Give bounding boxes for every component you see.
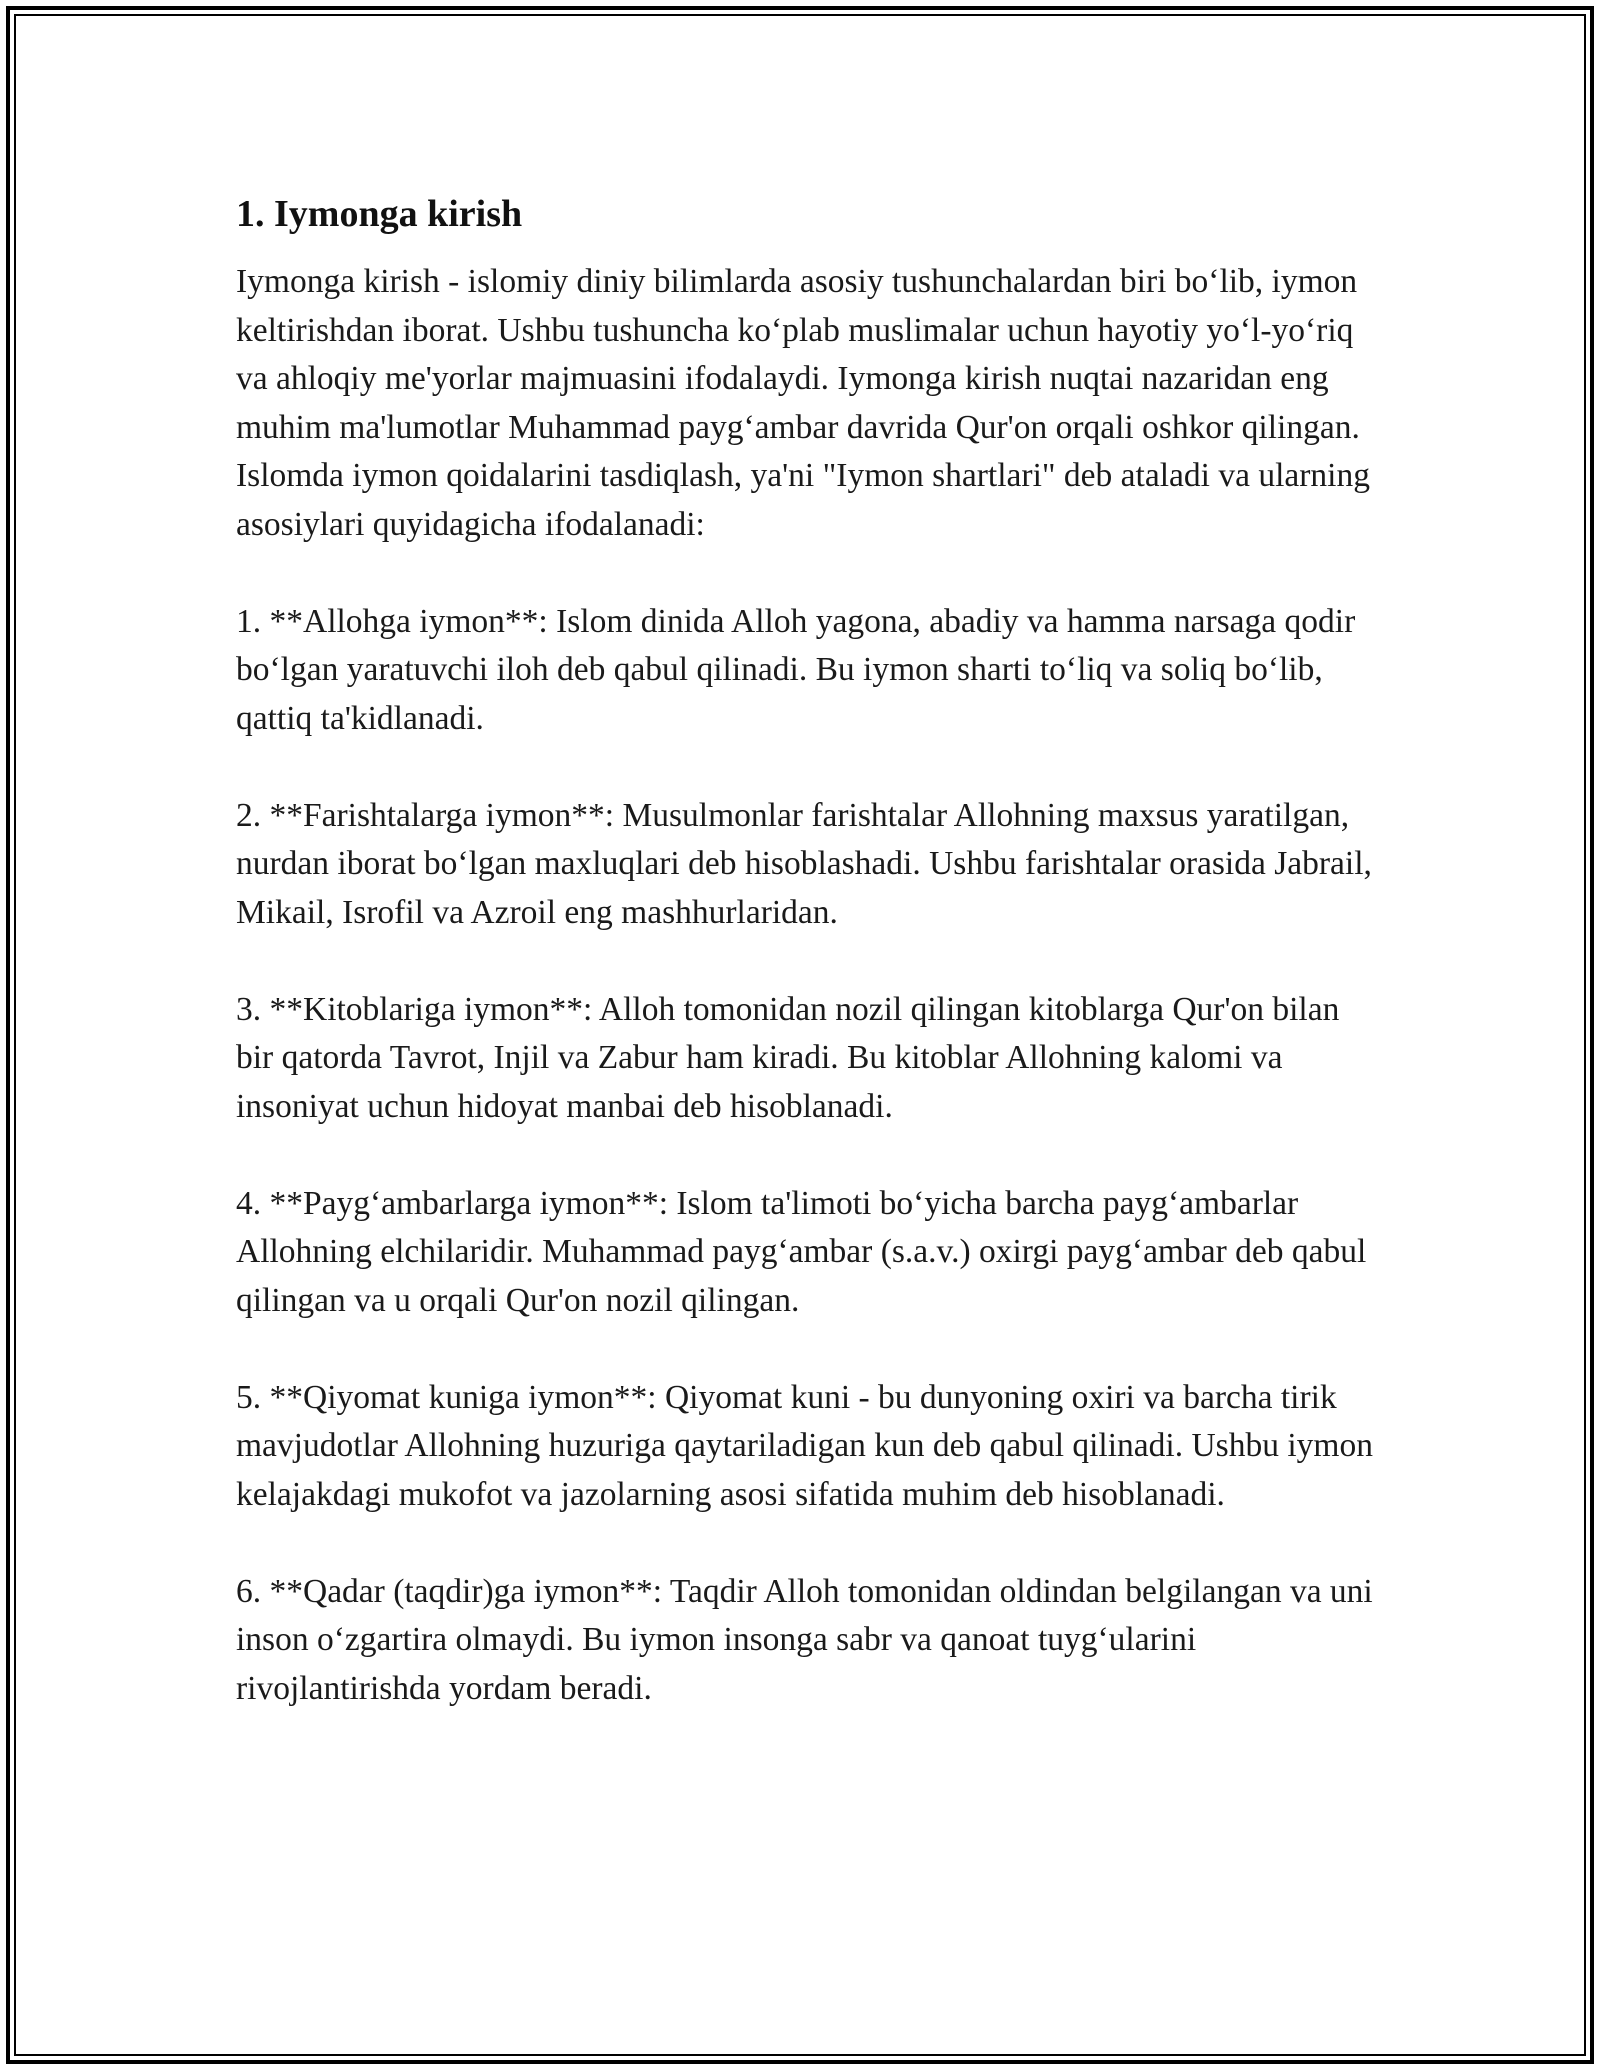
section-heading: 1. Iymonga kirish bbox=[236, 193, 523, 235]
document-body bbox=[236, 188, 1376, 1713]
list-item-paygambarlarga-iymon: 4. **Payg‘ambarlarga iymon**: Islom ta'limoti bo‘yicha barcha payg‘ambarlar Allohning elchilaridir. Muhammad payg‘ambar (s.a.v.) oxirgi payg‘ambar deb qabul qilingan va u orqali Qur'on nozil qilingan. bbox=[236, 1184, 1367, 1319]
list-item-farishtalarga-iymon: 2. **Farishtalarga iymon**: Musulmonlar farishtalar Allohning maxsus yaratilgan, nurdan iborat bo‘lgan maxluqlari deb hisoblashadi. Ushbu farishtalar orasida Jabrail, Mikail, Isrofil va Azroil eng mashhurlaridan. bbox=[236, 796, 1372, 931]
list-item-kitoblariga-iymon: 3. **Kitoblariga iymon**: Alloh tomonidan nozil qilingan kitoblarga Qur'on bilan bir qatorda Tavrot, Injil va Zabur ham kiradi. Bu kitoblar Allohning kalomi va insoniyat uchun hidoyat manbai deb hisoblanadi. bbox=[236, 990, 1340, 1125]
intro-paragraph: Iymonga kirish - islomiy diniy bilimlarda asosiy tushunchalardan biri bo‘lib, iymon keltirishdan iborat. Ushbu tushuncha ko‘plab muslimalar uchun hayotiy yo‘l-yo‘riq va ahloqiy me'yorlar majmuasini ifodalaydi. Iymonga kirish nuqtai nazaridan eng muhim ma'lumotlar Muhammad payg‘ambar davrida Qur'on orqali oshkor qilingan. Islomda iymon qoidalarini tasdiqlash, ya'ni "Iymon shartlari" deb ataladi va ularning asosiylari quyidagicha ifodalanadi: bbox=[236, 263, 1370, 543]
list-item-allohga-iymon: 1. **Allohga iymon**: Islom dinida Alloh yagona, abadiy va hamma narsaga qodir bo‘lgan yaratuvchi iloh deb qabul qilinadi. Bu iymon sharti to‘liq va soliq bo‘lib, qattiq ta'kidlanadi. bbox=[236, 602, 1356, 737]
list-item-qiyomat-kuniga-iymon: 5. **Qiyomat kuniga iymon**: Qiyomat kuni - bu dunyoning oxiri va barcha tirik mavjudotlar Allohning huzuriga qaytariladigan kun deb qabul qilinadi. Ushbu iymon kelajakdagi mukofot va jazolarning asosi sifatida muhim deb hisoblanadi. bbox=[236, 1378, 1373, 1513]
list-item-qadarga-iymon: 6. **Qadar (taqdir)ga iymon**: Taqdir Alloh tomonidan oldindan belgilangan va uni inson o‘zgartira olmaydi. Bu iymon insonga sabr va qanoat tuyg‘ularini rivojlantirishda yordam beradi. bbox=[236, 1572, 1373, 1707]
